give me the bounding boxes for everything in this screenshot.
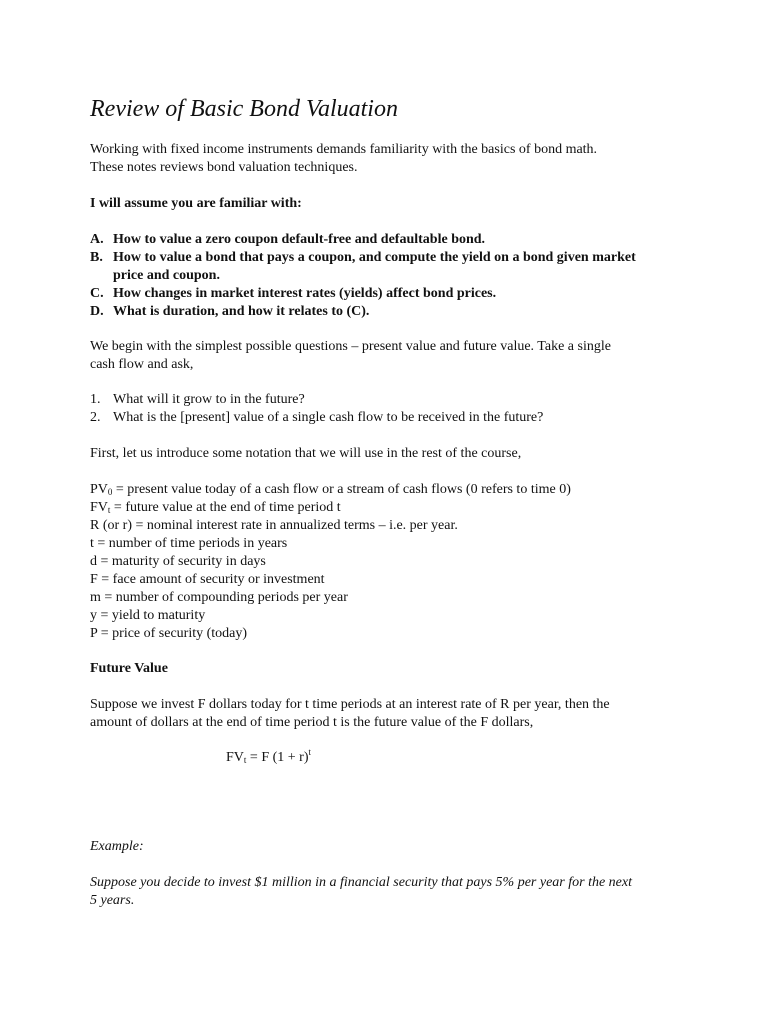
list-marker: C. bbox=[90, 286, 104, 301]
intro-line: These notes reviews bond valuation techniques. bbox=[90, 160, 358, 175]
list-marker: 1. bbox=[90, 392, 101, 407]
formula-rhs: = F (1 + r) bbox=[246, 750, 309, 765]
assume-heading: I will assume you are familiar with: bbox=[90, 196, 302, 211]
list-marker: B. bbox=[90, 250, 103, 265]
notation-fv bbox=[90, 499, 690, 517]
paragraph-line: 5 years. bbox=[90, 893, 135, 908]
notation-intro: First, let us introduce some notation that we will use in the rest of the course, bbox=[90, 446, 522, 461]
example-label: Example: bbox=[90, 839, 144, 854]
formula-lhs: FV bbox=[226, 750, 244, 765]
list-item bbox=[90, 285, 690, 303]
list-item-text: What will it grow to in the future? bbox=[113, 392, 305, 407]
list-item-text: What is the [present] value of a single cash flow to be received in the future? bbox=[113, 410, 544, 425]
pv-definition: = present value today of a cash flow or a stream of cash flows (0 refers to time 0) bbox=[112, 482, 571, 497]
begin-paragraph bbox=[90, 338, 690, 374]
notation-item: R (or r) = nominal interest rate in annualized terms – i.e. per year. bbox=[90, 518, 458, 533]
notation-item: t = number of time periods in years bbox=[90, 536, 288, 551]
paragraph-line: Suppose we invest F dollars today for t time periods at an interest rate of R per year, then the bbox=[90, 697, 610, 712]
fv-symbol: FV bbox=[90, 500, 108, 515]
assume-list bbox=[90, 231, 690, 321]
formula-subscript: t bbox=[243, 755, 247, 765]
example-paragraph bbox=[90, 874, 690, 910]
future-value-paragraph bbox=[90, 696, 690, 732]
future-value-heading: Future Value bbox=[90, 661, 168, 676]
document-title: Review of Basic Bond Valuation bbox=[90, 96, 398, 122]
notation-item: m = number of compounding periods per year bbox=[90, 590, 348, 605]
list-marker: D. bbox=[90, 304, 104, 319]
notation-pv bbox=[90, 481, 690, 499]
pv-subscript: 0 bbox=[107, 487, 113, 497]
list-item bbox=[90, 409, 690, 427]
list-item bbox=[90, 249, 690, 285]
notation-item: P = price of security (today) bbox=[90, 626, 248, 641]
list-item bbox=[90, 231, 690, 249]
notation-item: F = face amount of security or investment bbox=[90, 572, 325, 587]
list-item-text: What is duration, and how it relates to (C). bbox=[113, 304, 370, 319]
list-marker: A. bbox=[90, 232, 104, 247]
paragraph-line: cash flow and ask, bbox=[90, 357, 194, 372]
list-item bbox=[90, 303, 690, 321]
formula-exponent: t bbox=[308, 747, 312, 757]
list-item-line: How to value a bond that pays a coupon, and compute the yield on a bond given market bbox=[113, 250, 636, 265]
list-item-line: price and coupon. bbox=[113, 268, 220, 283]
intro-paragraph bbox=[90, 141, 690, 177]
paragraph-line: amount of dollars at the end of time period t is the future value of the F dollars, bbox=[90, 715, 534, 730]
list-item-text: How to value a zero coupon default-free and defaultable bond. bbox=[113, 232, 486, 247]
future-value-formula bbox=[226, 749, 526, 767]
pv-symbol: PV bbox=[90, 482, 108, 497]
paragraph-line: Suppose you decide to invest $1 million in a financial security that pays 5% per year for the next bbox=[90, 875, 633, 890]
list-marker: 2. bbox=[90, 410, 101, 425]
fv-definition: = future value at the end of time period t bbox=[110, 500, 341, 515]
notation-item: d = maturity of security in days bbox=[90, 554, 266, 569]
intro-line: Working with fixed income instruments demands familiarity with the basics of bond math. bbox=[90, 142, 598, 157]
list-item-text bbox=[113, 249, 690, 285]
questions-list bbox=[90, 391, 690, 427]
paragraph-line: We begin with the simplest possible questions – present value and future value. Take a single bbox=[90, 339, 611, 354]
list-item bbox=[90, 391, 690, 409]
notation-item: y = yield to maturity bbox=[90, 608, 206, 623]
fv-subscript: t bbox=[107, 505, 111, 515]
notation-list bbox=[90, 481, 690, 643]
list-item-text: How changes in market interest rates (yields) affect bond prices. bbox=[113, 286, 497, 301]
